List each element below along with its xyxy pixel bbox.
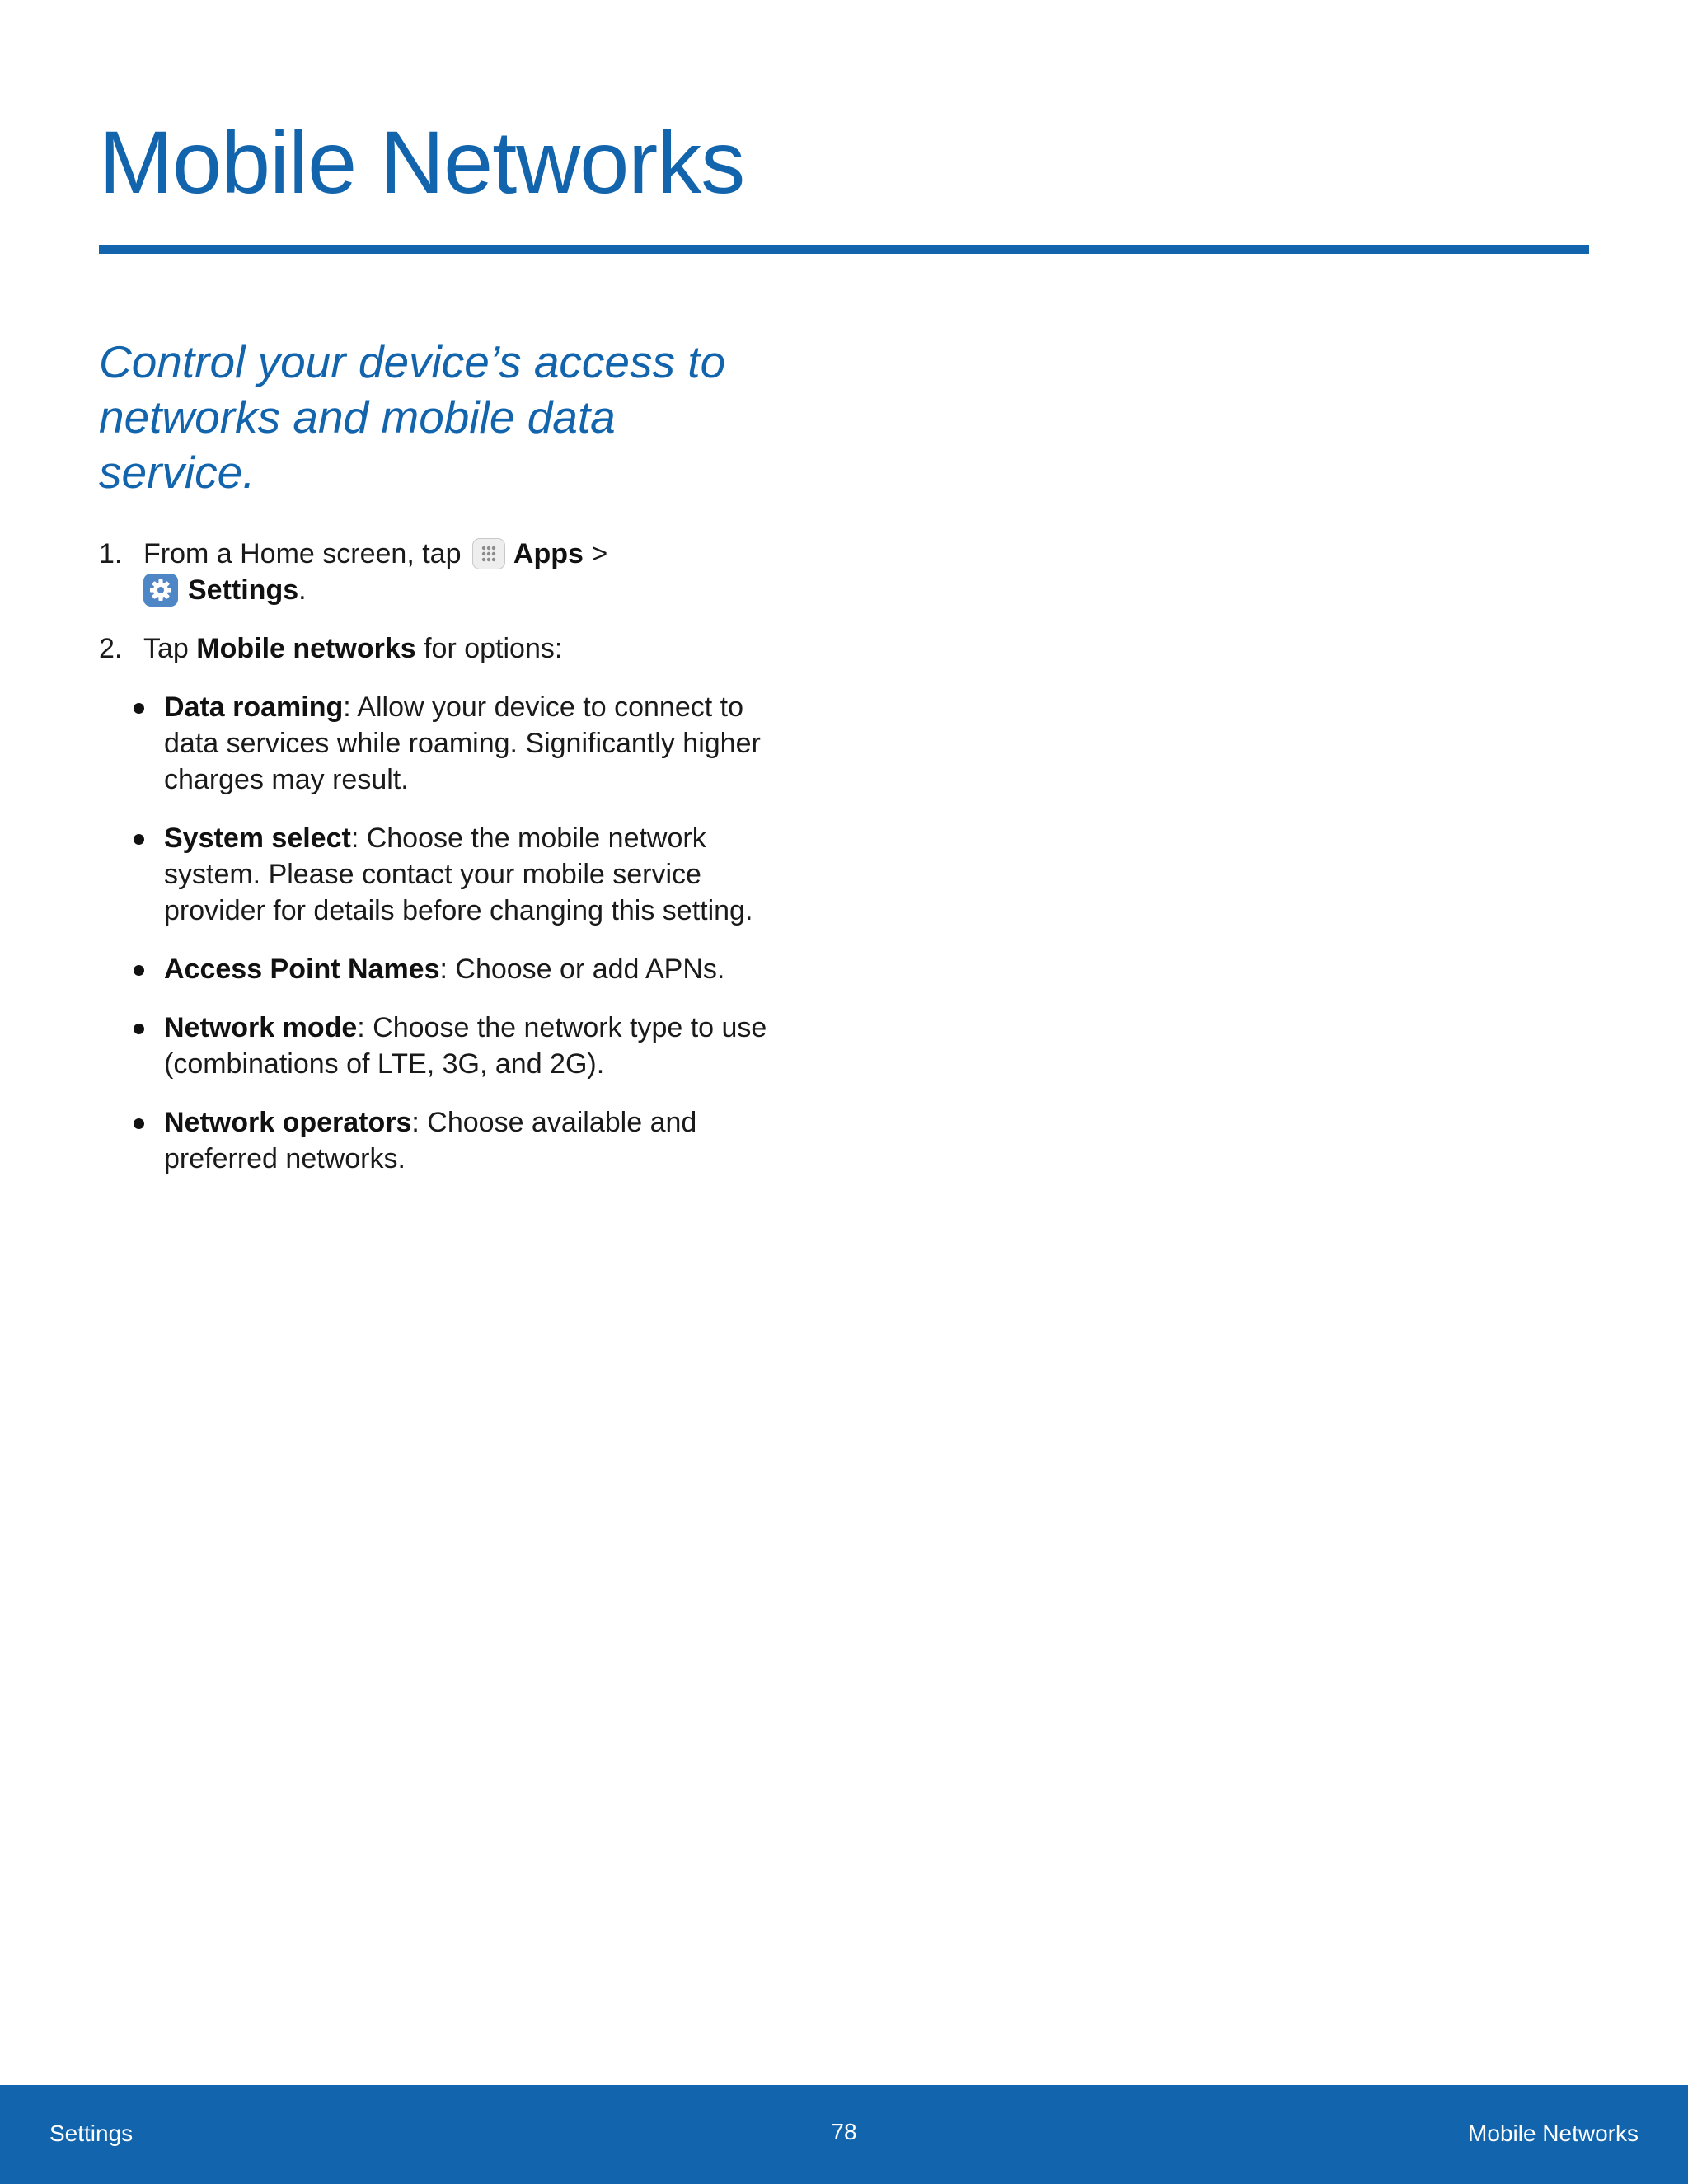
bullet-dot bbox=[134, 703, 144, 714]
option-access-point-names bbox=[132, 951, 783, 987]
step-text: From a Home screen, tap bbox=[143, 538, 469, 569]
bullet-dot bbox=[134, 1024, 144, 1034]
apps-grid-icon bbox=[472, 538, 505, 569]
option-network-mode bbox=[132, 1010, 783, 1082]
title-divider bbox=[99, 245, 1589, 254]
option-term: Access Point Names bbox=[164, 954, 440, 985]
step-end: . bbox=[298, 574, 307, 606]
option-description: : Choose available and preferred networks. bbox=[164, 1107, 697, 1174]
option-term: Network operators bbox=[164, 1107, 412, 1138]
option-description: : Choose or add APNs. bbox=[439, 954, 725, 985]
step-number: 2. bbox=[99, 633, 123, 664]
bullet-dot bbox=[134, 834, 144, 845]
page-title: Mobile Networks bbox=[99, 112, 745, 212]
step-number: 1. bbox=[99, 538, 123, 569]
step-text: Tap bbox=[143, 633, 197, 664]
option-term: Data roaming bbox=[164, 691, 344, 723]
page-footer bbox=[0, 2085, 1688, 2184]
option-data-roaming bbox=[132, 689, 783, 798]
intro-text: Control your device’s access to networks and mobile data service. bbox=[99, 336, 726, 498]
step-2 bbox=[99, 630, 783, 667]
settings-gear-icon bbox=[143, 574, 178, 607]
footer-page-number: 78 bbox=[831, 2119, 857, 2144]
option-description: : Choose the network type to use (combinations of LTE, 3G, and 2G). bbox=[164, 1012, 767, 1080]
option-description: : Allow your device to connect to data services while roaming. Significantly higher charges may result. bbox=[164, 691, 761, 795]
mobile-networks-label: Mobile networks bbox=[196, 633, 416, 664]
settings-label: Settings bbox=[188, 574, 299, 606]
option-description: : Choose the mobile network system. Please contact your mobile service provider for details before changing this setting. bbox=[164, 823, 753, 926]
footer-section-label: Settings bbox=[49, 2121, 134, 2146]
apps-label: Apps bbox=[513, 538, 584, 569]
step-separator: > bbox=[583, 538, 608, 569]
options-list bbox=[99, 689, 783, 1177]
step-1 bbox=[99, 536, 783, 608]
bullet-dot bbox=[134, 965, 144, 976]
footer-chapter-label: Mobile Networks bbox=[1468, 2121, 1639, 2146]
steps-list bbox=[99, 536, 783, 1199]
option-term: System select bbox=[164, 823, 351, 854]
option-network-operators bbox=[132, 1104, 783, 1177]
option-term: Network mode bbox=[164, 1012, 358, 1043]
options-container bbox=[99, 689, 783, 1177]
step-text-after: for options: bbox=[415, 633, 563, 664]
bullet-dot bbox=[134, 1118, 144, 1129]
option-system-select bbox=[132, 820, 783, 929]
